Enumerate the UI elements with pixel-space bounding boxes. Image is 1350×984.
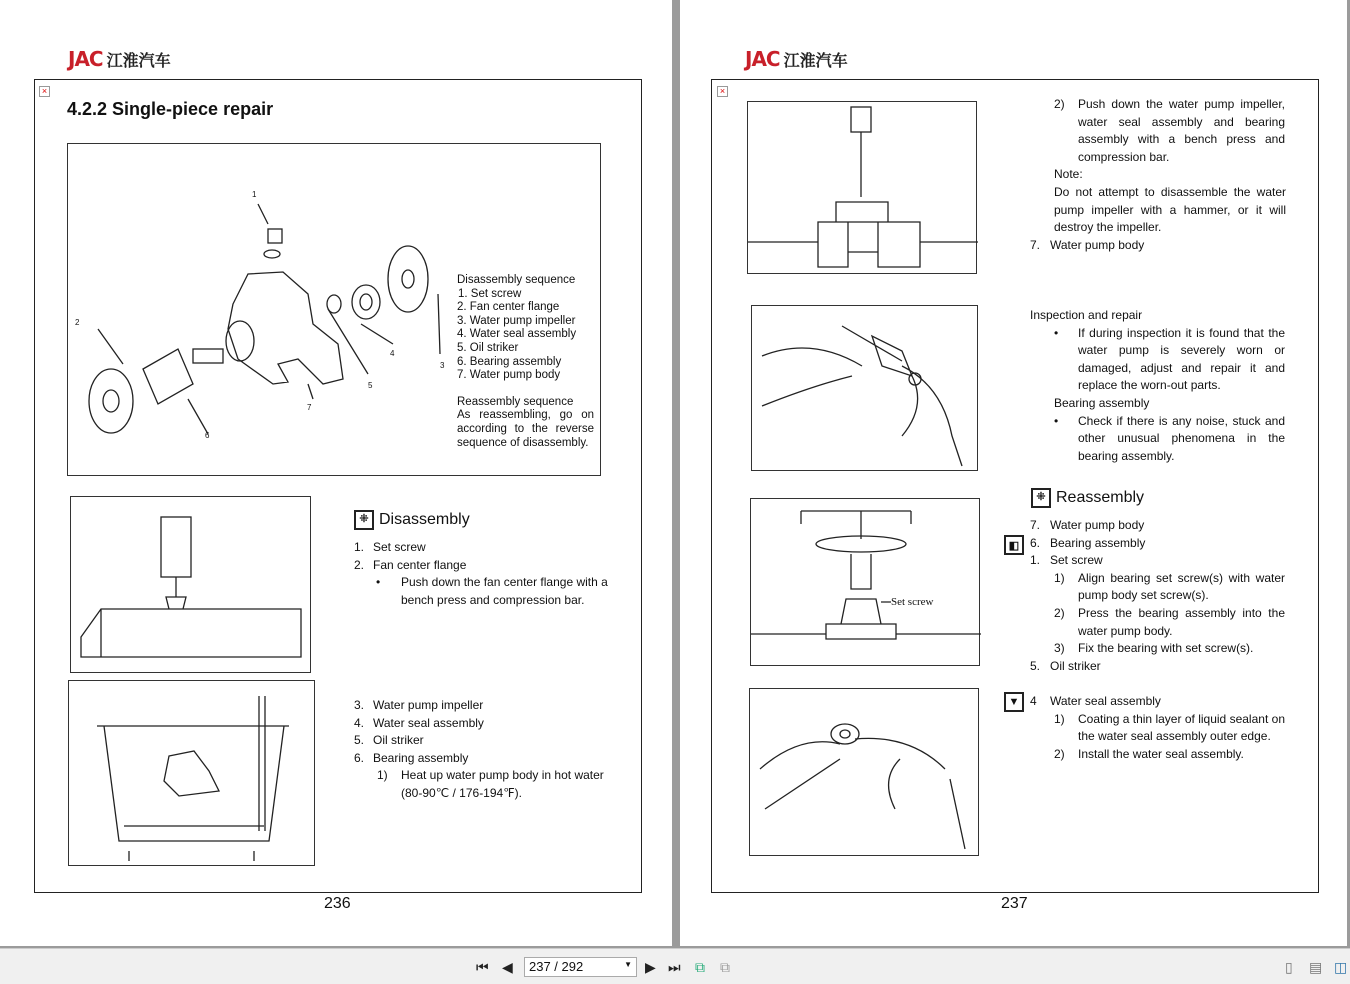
seal-tool-icon: ▼ bbox=[1004, 692, 1024, 712]
reassembly-heading bbox=[1031, 488, 1144, 508]
part-label-1: 1 bbox=[252, 190, 257, 199]
part-label-2: 2 bbox=[75, 318, 80, 327]
sub-text: Align bearing set screw(s) with water pump body set screw(s). bbox=[1078, 570, 1285, 603]
disassembly-heading bbox=[354, 510, 470, 530]
two-page-view-icon[interactable]: ◫ bbox=[1334, 959, 1348, 975]
disassembly-list-2 bbox=[354, 697, 614, 803]
sub-text: Install the water seal assembly. bbox=[1078, 746, 1244, 761]
section-title: 4.2.2 Single-piece repair bbox=[67, 99, 274, 119]
seq-item: 4. Water seal assembly bbox=[457, 328, 577, 341]
bullet-icon: • bbox=[1054, 325, 1059, 340]
seq-item: 1. Set screw bbox=[458, 287, 522, 300]
reassembly-seq-title: Reassembly sequence bbox=[457, 395, 574, 408]
item-num: 5. bbox=[1030, 658, 1041, 673]
seq-title: Disassembly sequence bbox=[457, 274, 576, 286]
first-page-button[interactable]: ⏮ bbox=[476, 959, 489, 975]
go-back-icon[interactable]: ⧉ bbox=[695, 959, 705, 975]
inspect-bearing-illustration bbox=[751, 305, 978, 471]
right-top-text bbox=[1054, 96, 1286, 237]
heading-text: Disassembly bbox=[379, 511, 470, 529]
last-page-button[interactable]: ⏭ bbox=[668, 959, 681, 975]
item-text: Water pump body bbox=[1050, 518, 1145, 532]
logo-cn: 江淮汽车 bbox=[106, 52, 171, 70]
heading-text: Reassembly bbox=[1056, 489, 1145, 507]
inspection-title: Inspection and repair bbox=[1030, 308, 1143, 322]
next-page-button[interactable]: ▶ bbox=[645, 959, 656, 975]
item-text: Bearing assembly bbox=[1050, 535, 1146, 550]
reassembly-icon: ⁜ bbox=[1031, 488, 1051, 508]
item-text: Water seal assembly bbox=[1050, 693, 1161, 708]
item-text: Set screw bbox=[373, 540, 426, 554]
left-page bbox=[0, 0, 672, 946]
item-text: Water seal assembly bbox=[373, 715, 484, 730]
heat-water-illustration bbox=[68, 680, 315, 866]
bullet-text: If during inspection it is found that the water pump is severely worn or damaged, adjust and repair it and replace the worn-out parts. bbox=[1078, 325, 1285, 393]
press-impeller-illustration bbox=[747, 101, 977, 274]
set-screw-callout: Set screw bbox=[891, 596, 934, 608]
item-text: Set screw bbox=[1050, 553, 1103, 568]
part-label-7: 7 bbox=[307, 403, 312, 412]
item-num: 4 bbox=[1030, 693, 1037, 708]
sub-text: Fix the bearing with set screw(s). bbox=[1078, 641, 1254, 656]
item-num: 3. bbox=[354, 698, 365, 712]
sub-text: Press the bearing assembly into the water pump body. bbox=[1078, 605, 1285, 638]
sequence-legend bbox=[457, 274, 594, 450]
previous-page-button[interactable]: ◀ bbox=[502, 959, 513, 975]
item-text: Fan center flange bbox=[373, 557, 467, 572]
jac-logo bbox=[745, 47, 848, 71]
sub-text: Coating a thin layer of liquid sealant on the water seal assembly outer edge. bbox=[1078, 711, 1285, 744]
item-num: 1. bbox=[1030, 553, 1041, 568]
item-text: Water pump impeller bbox=[373, 698, 484, 712]
sub-num: 2) bbox=[1054, 746, 1065, 761]
sub-num: 3) bbox=[1054, 641, 1065, 656]
install-seal-illustration bbox=[749, 688, 979, 856]
reassembly-seq-text: As reassembling, go on according to the reverse sequence of disassembly. bbox=[457, 409, 594, 449]
bullet-text: Check if there is any noise, stuck and other unusual phenomena in the bearing assembly. bbox=[1078, 413, 1285, 463]
viewer-toolbar bbox=[0, 948, 1350, 984]
item-text: Bearing assembly bbox=[373, 750, 469, 765]
page-number: 237 bbox=[1001, 895, 1028, 912]
item-num: 1. bbox=[354, 540, 365, 554]
item-num: 2. bbox=[354, 557, 365, 572]
sub-num: 2) bbox=[1054, 605, 1065, 620]
logo-cn: 江淮汽车 bbox=[783, 52, 848, 70]
note-label: Note: bbox=[1054, 167, 1083, 182]
sub-num: 1) bbox=[377, 768, 388, 783]
part-label-6: 6 bbox=[205, 431, 210, 440]
page-value: 237 / 292 bbox=[529, 959, 584, 974]
single-page-view-icon[interactable]: ▯ bbox=[1285, 959, 1293, 975]
seq-item: 3. Water pump impeller bbox=[457, 314, 576, 327]
reassembly-list bbox=[1030, 517, 1286, 763]
sub-text: Push down the water pump impeller, water seal assembly and bearing assembly with a bench press and compression bar. bbox=[1078, 97, 1285, 164]
item-7 bbox=[1030, 237, 1144, 255]
disassembly-icon: ⁜ bbox=[354, 510, 374, 530]
item-num: 7. bbox=[1030, 518, 1041, 532]
note-text: Do not attempt to disassemble the water pump impeller with a hammer, or it will destroy the impeller. bbox=[1054, 184, 1286, 235]
part-label-3: 3 bbox=[440, 361, 445, 370]
inspection-section bbox=[1030, 307, 1286, 465]
item-text: Oil striker bbox=[1050, 658, 1101, 673]
exploded-diagram bbox=[67, 143, 601, 476]
sub-num: 1) bbox=[1054, 570, 1065, 585]
bullet-text: Push down the fan center flange with a bench press and compression bar. bbox=[401, 575, 608, 607]
press-flange-illustration bbox=[70, 496, 311, 673]
bullet-icon: • bbox=[376, 575, 381, 590]
logo-brand: JAC bbox=[68, 47, 103, 71]
sub-num: 2) bbox=[1054, 97, 1065, 111]
bearing-title: Bearing assembly bbox=[1054, 395, 1150, 410]
bullet-icon: • bbox=[1054, 413, 1059, 428]
disassembly-list bbox=[354, 539, 614, 609]
broken-image-icon: × bbox=[39, 86, 50, 97]
item-num: 7. bbox=[1030, 238, 1041, 252]
item-num: 6. bbox=[1030, 535, 1041, 550]
logo-brand: JAC bbox=[745, 47, 780, 71]
item-num: 4. bbox=[354, 715, 365, 730]
page-number: 236 bbox=[324, 895, 351, 912]
broken-image-icon: × bbox=[717, 86, 728, 97]
seq-item: 2. Fan center flange bbox=[457, 301, 560, 314]
chevron-down-icon: ▼ bbox=[624, 960, 632, 969]
part-label-4: 4 bbox=[390, 349, 395, 358]
sub-num: 1) bbox=[1054, 711, 1065, 726]
press-bearing-illustration bbox=[750, 498, 980, 666]
item-num: 5. bbox=[354, 733, 365, 748]
item-text: Water pump body bbox=[1050, 238, 1145, 252]
continuous-view-icon[interactable]: ▤ bbox=[1309, 959, 1323, 975]
sub-text: Heat up water pump body in hot water (80-90℃ / 176-194℉). bbox=[401, 768, 604, 800]
part-label-5: 5 bbox=[368, 381, 373, 390]
seq-item: 5. Oil striker bbox=[457, 341, 519, 354]
go-forward-icon[interactable]: ⧉ bbox=[720, 959, 730, 975]
right-page bbox=[680, 0, 1347, 946]
item-num: 6. bbox=[354, 750, 365, 765]
page-selector[interactable] bbox=[524, 957, 637, 977]
seq-item: 7. Water pump body bbox=[457, 369, 561, 382]
bearing-tool-icon: ◧ bbox=[1004, 535, 1024, 555]
item-text: Oil striker bbox=[373, 733, 424, 748]
seq-item: 6. Bearing assembly bbox=[457, 355, 562, 368]
jac-logo bbox=[68, 47, 171, 71]
